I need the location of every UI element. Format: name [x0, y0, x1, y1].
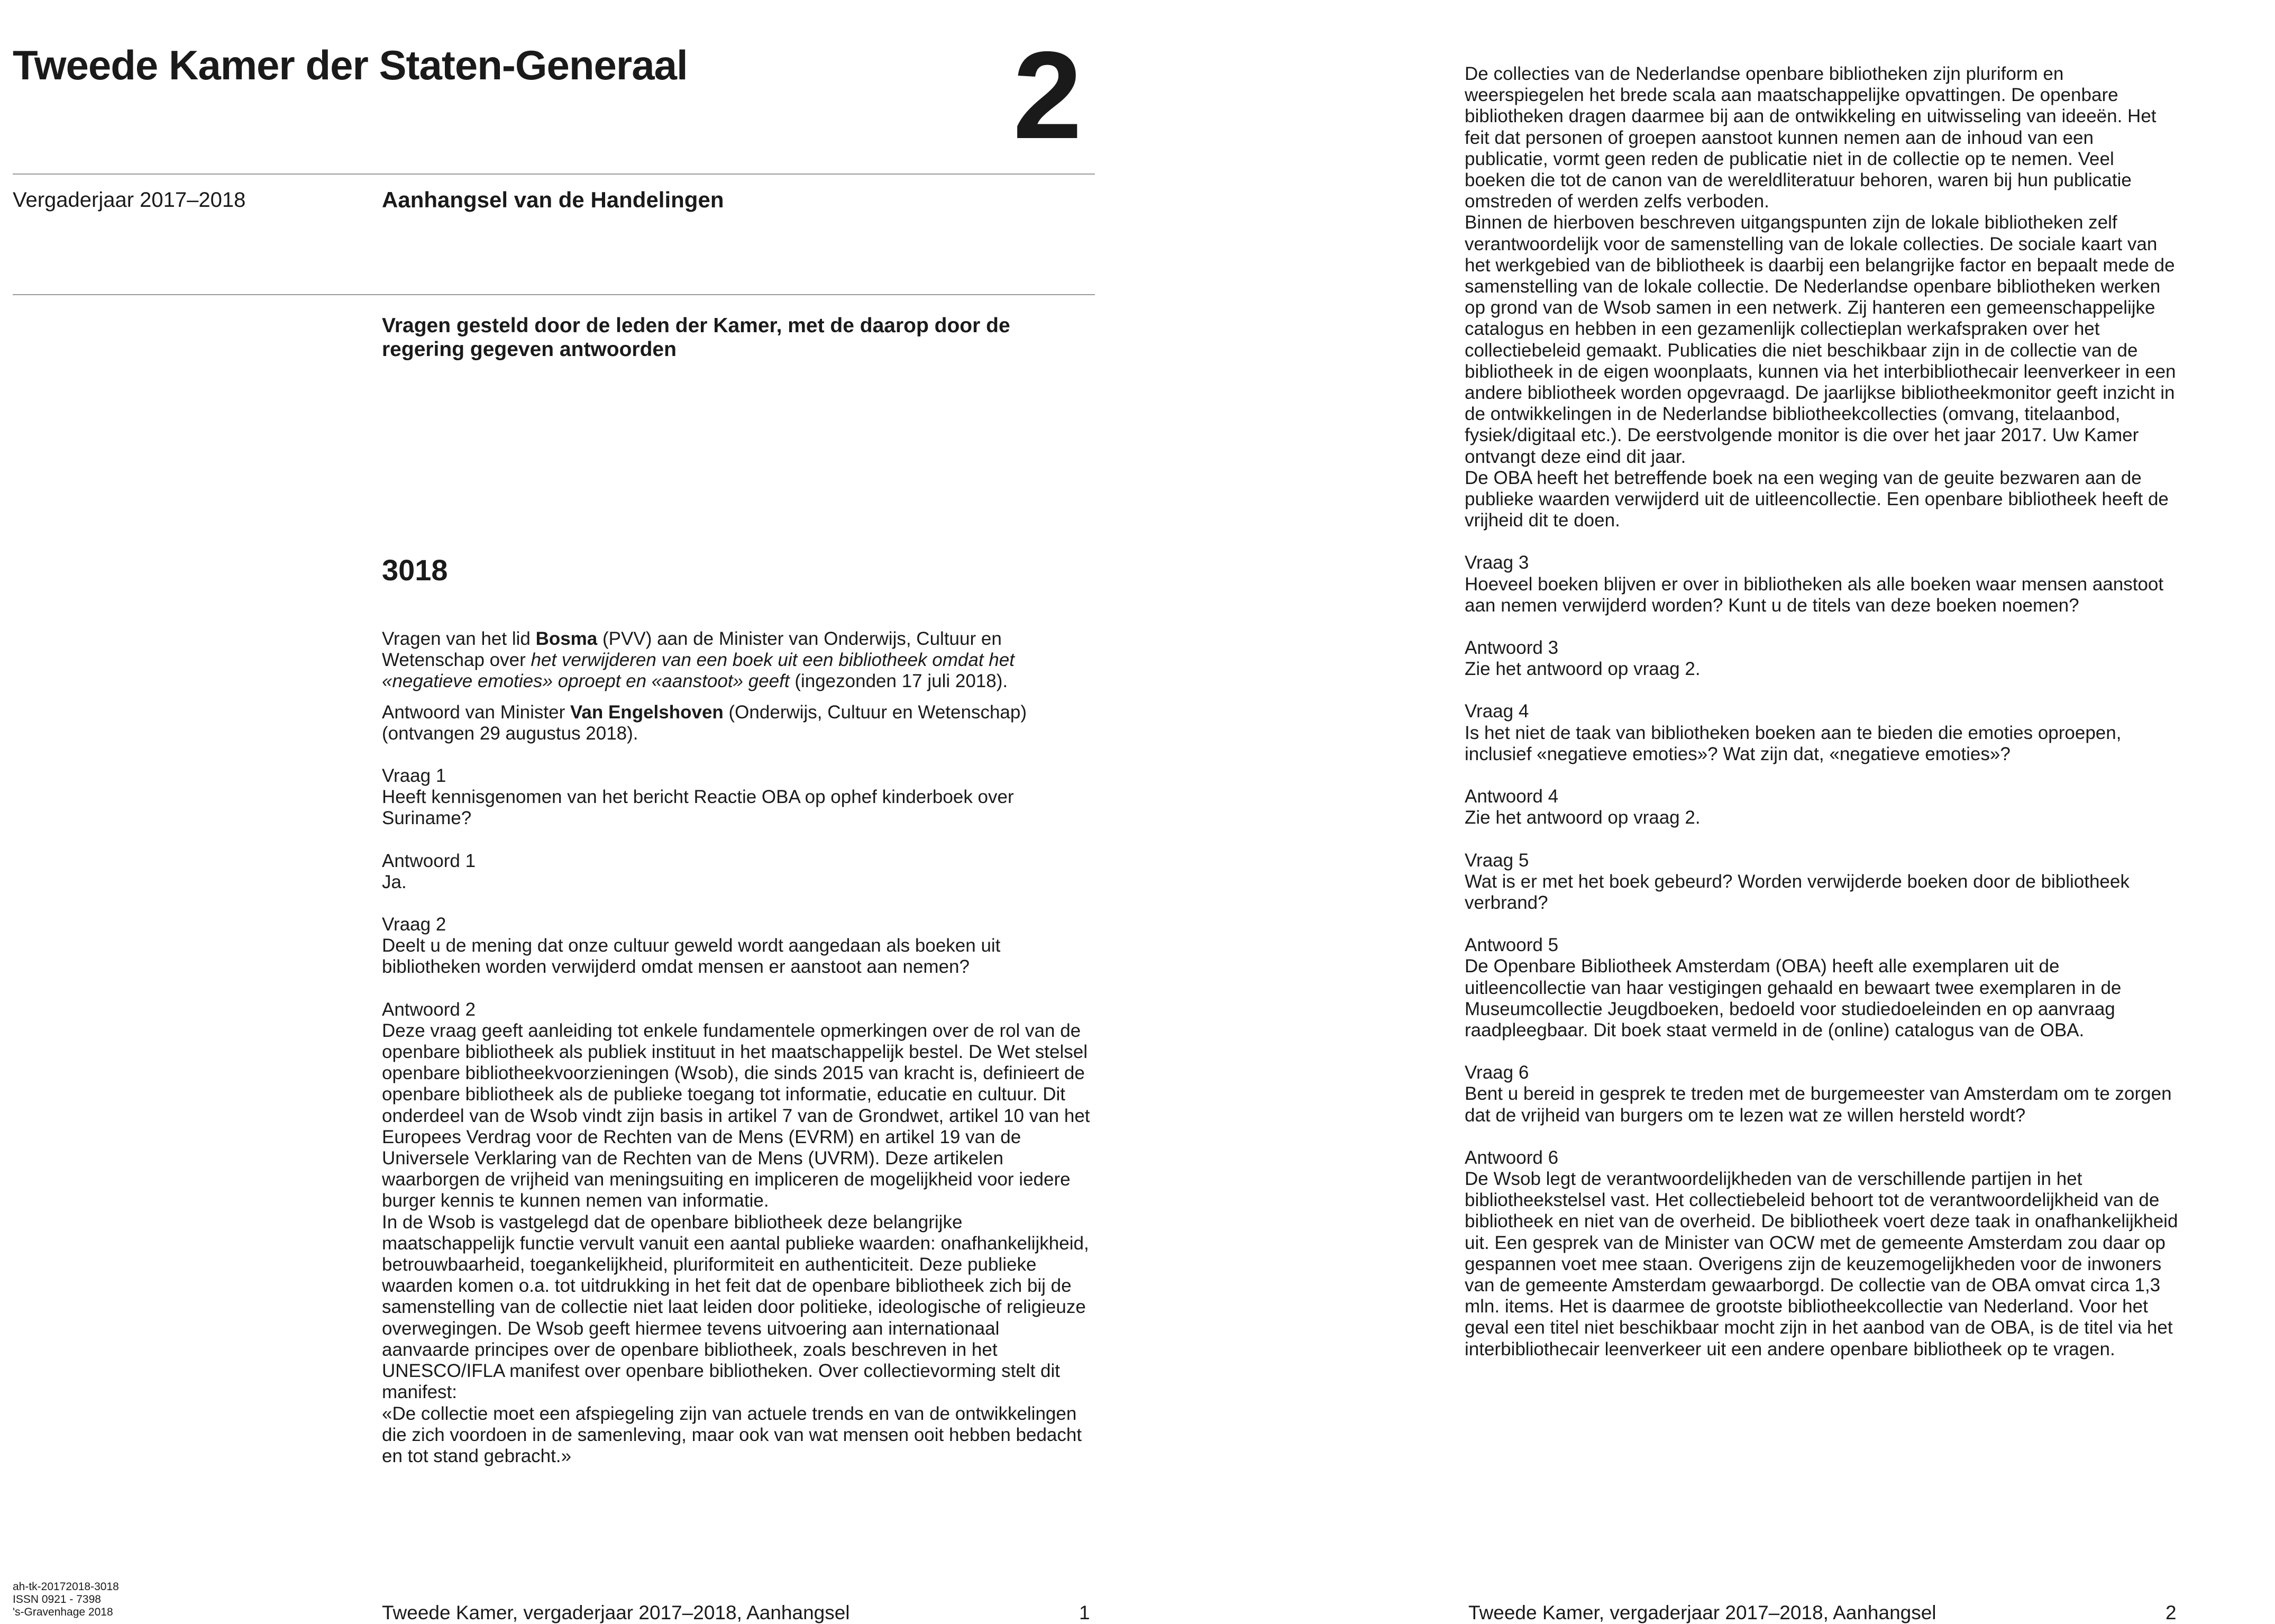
question-6-label: Vraag 6	[1465, 1062, 1529, 1083]
question-1-text: Heeft kennisgenomen van het bericht Reactie OBA op ophef kinderboek over Suriname?	[382, 787, 1014, 829]
answer-2-continued: De OBA heeft het betreffende boek na een weging van de geuite bezwaren aan de publieke waarden verwijderd uit de uitleencollectie. Een openbare bibliotheek heeft de vrijheid dit te doen.	[1465, 467, 2169, 531]
page-left	[0, 0, 1137, 1623]
imprint-issn: ISSN 0921 - 7398	[13, 1593, 101, 1605]
answer-2-label: Antwoord 2	[382, 999, 476, 1020]
page-footer: Tweede Kamer, vergaderjaar 2017–2018, Aanhangsel	[382, 1602, 850, 1623]
answer-4-text: Zie het antwoord op vraag 2.	[1465, 807, 1701, 828]
question-1-label: Vraag 1	[382, 765, 446, 787]
answer-5-label: Antwoord 5	[1465, 935, 1559, 956]
question-subject: het verwijderen van een boek uit een bibliotheek omdat het «negatieve emoties» oproept en «aanstoot» geeft	[382, 650, 1015, 692]
question-4-label: Vraag 4	[1465, 701, 1529, 722]
question-5-label: Vraag 5	[1465, 850, 1529, 871]
manifest-quote: «De collectie moet een afspiegeling zijn van actuele trends en van de ontwikkelingen die zich voordoen in de samenleving, maar ook van wat mensen ooit hebben bedacht en tot stand gebracht.»	[382, 1403, 1082, 1466]
answer-1-text: Ja.	[382, 871, 407, 892]
page-number: 1	[1079, 1602, 1090, 1623]
question-3-label: Vraag 3	[1465, 552, 1529, 573]
answer-2-continued: De collecties van de Nederlandse openbare bibliotheken zijn pluriform en weerspiegelen het brede scala aan maatschappelijke opvattingen. De openbare bibliotheken dragen daarmee bij aan de ontwikkeling en uitwisseling van ideeën. Het feit dat personen of groepen aanstoot kunnen nemen aan de inhoud van een publicatie, vormt geen reden de publicatie niet in de collectie op te nemen. Veel boeken die tot de canon van de wereldliteratuur behoren, waren bij hun publicatie omstreden of werden zelfs verboden.	[1465, 63, 2157, 212]
imprint-place: 's-Gravenhage 2018	[13, 1606, 113, 1618]
answer-6-text: De Wsob legt de verantwoordelijkheden van de verschillende partijen in het bibliotheekstelsel vast. Het collectiebeleid behoort tot de verantwoordelijkheid van de bibliotheek en niet van de overheid. De bibliotheek voert deze taak in onafhankelijkheid uit. Een gesprek van de Minister van OCW met de gemeente Amsterdam zou daar op gespannen voet mee staan. Overigens zijn de keuzemogelijkheden voor de inwoners van de gemeente Amsterdam gewaarborgd. De collectie van de OBA omvat circa 1,3 mln. items. Het is daarmee de grootste bibliotheekcollectie van Nederland. Voor het geval een titel niet beschikbaar mocht zijn in het aanbod van de OBA, is de titel via het interbibliothecair leenverkeer uit een andere openbare bibliotheek op te vragen.	[1465, 1168, 2178, 1360]
answer-2-paragraph: Deze vraag geeft aanleiding tot enkele fundamentele opmerkingen over de rol van de openbare bibliotheek als publiek instituut in het maatschappelijk bestel. De Wet stelsel openbare bibliotheekvoorzieningen (Wsob), die sinds 2015 van kracht is, definieert de openbare bibliotheek als de publieke toegang tot informatie, educatie en cultuur. Dit onderdeel van de Wsob vindt zijn basis in artikel 7 van de Grondwet, artikel 10 van het Europees Verdrag voor de Rechten van de Mens (EVRM) en artikel 19 van de Universele Verklaring van de Rechten van de Mens (UVRM). Deze artikelen waarborgen de vrijheid van meningsuiting en impliceren de mogelijkheid voor iedere burger kennis te kunnen nemen van informatie.	[382, 1020, 1090, 1211]
answer-6-label: Antwoord 6	[1465, 1147, 1559, 1168]
body-column-left	[382, 628, 1091, 1467]
question-3-text: Hoeveel boeken blijven er over in bibliotheken als alle boeken waar mensen aanstoot aan nemen verwijderd worden? Kunt u de titels van deze boeken noemen?	[1465, 573, 2164, 616]
document-subtitle: Aanhangsel van de Handelingen	[382, 187, 724, 212]
body-column-right	[1465, 63, 2179, 1360]
document-title: Tweede Kamer der Staten-Generaal	[13, 42, 688, 88]
session-year: Vergaderjaar 2017–2018	[13, 188, 246, 212]
divider-top	[13, 174, 1095, 175]
section-heading: Vragen gesteld door de leden der Kamer, met de daarop door de regering gegeven antwoorden	[382, 314, 1010, 361]
question-4-text: Is het niet de taak van bibliotheken boeken aan te bieden die emoties oproepen, inclusief «negatieve emoties»? Wat zijn dat, «negatieve emoties»?	[1465, 722, 2122, 764]
question-6-text: Bent u bereid in gesprek te treden met de burgemeester van Amsterdam om te zorgen dat de vrijheid van burgers om te lezen wat ze willen hersteld wordt?	[1465, 1083, 2172, 1126]
imprint-id: ah-tk-20172018-3018	[13, 1581, 119, 1593]
page-right	[1137, 0, 2275, 1623]
answer-1-label: Antwoord 1	[382, 850, 476, 871]
page-footer: Tweede Kamer, vergaderjaar 2017–2018, Aanhangsel	[1468, 1602, 1936, 1623]
page-number: 2	[2166, 1602, 2177, 1623]
question-5-text: Wat is er met het boek gebeurd? Worden verwijderde boeken door de bibliotheek verbrand?	[1465, 871, 2130, 913]
issue-number: 2	[1013, 25, 1080, 165]
answer-3-label: Antwoord 3	[1465, 637, 1559, 659]
answer-2-paragraph: In de Wsob is vastgelegd dat de openbare bibliotheek deze belangrijke maatschappelijk functie vervult vanuit een aantal publieke waarden: onafhankelijkheid, betrouwbaarheid, toegankelijkheid, pluriformiteit en authenticiteit. Deze publieke waarden komen o.a. tot uitdrukking in het feit dat de openbare bibliotheek zich bij de samenstelling van de collectie niet laat leiden door politieke, ideologische of religieuze overwegingen. De Wsob geeft hiermee tevens uitvoering aan internationaal aanvaarde principes over de openbare bibliotheek, zoals beschreven in het UNESCO/IFLA manifest over openbare bibliotheken. Over collectievorming stelt dit manifest:	[382, 1211, 1089, 1403]
questions-intro: Vragen van het lid Bosma (PVV) aan de Minister van Onderwijs, Cultuur en Wetenschap over het verwijderen van een boek uit een bibliotheek omdat het «negatieve emoties» oproept en «aanstoot» geeft (ingezonden 17 juli 2018).	[382, 628, 1015, 692]
member-name: Bosma	[535, 628, 598, 649]
answer-5-text: De Openbare Bibliotheek Amsterdam (OBA) heeft alle exemplaren uit de uitleencollectie van haar vestigingen gehaald en bewaart twee exemplaren in de Museumcollectie Jeugdboeken, bedoeld voor studiedoeleinden en op aanvraag raadpleegbaar. Dit boek staat vermeld in de (online) catalogus van de OBA.	[1465, 956, 2122, 1041]
question-2-text: Deelt u de mening dat onze cultuur geweld wordt aangedaan als boeken uit bibliotheken worden verwijderd omdat mensen er aanstoot aan nemen?	[382, 935, 1001, 978]
imprint	[13, 1581, 119, 1619]
answer-3-text: Zie het antwoord op vraag 2.	[1465, 659, 1701, 680]
document-number: 3018	[382, 553, 448, 587]
answer-intro: Antwoord van Minister Van Engelshoven (Onderwijs, Cultuur en Wetenschap) (ontvangen 29 augustus 2018).	[382, 701, 1027, 744]
question-2-label: Vraag 2	[382, 914, 446, 935]
answer-4-label: Antwoord 4	[1465, 786, 1559, 807]
minister-name: Van Engelshoven	[570, 701, 724, 723]
answer-2-continued: Binnen de hierboven beschreven uitgangspunten zijn de lokale bibliotheken zelf verantwoordelijk voor de samenstelling van de lokale collecties. De sociale kaart van het werkgebied van de bibliotheek is daarbij een belangrijke factor en bepaalt mede de samenstelling van de lokale collectie. De Nederlandse openbare bibliotheken werken op grond van de Wsob samen in een netwerk. Zij hanteren een gemeenschappelijke catalogus en hebben in een gezamenlijk collectieplan werkafspraken over het collectiebeleid gemaakt. Publicaties die niet beschikbaar zijn in de collectie van de bibliotheek in de eigen woonplaats, kunnen via het interbibliothecair leenverkeer in een andere bibliotheek worden opgevraagd. De jaarlijkse bibliotheekmonitor geeft inzicht in de ontwikkelingen in de Nederlandse bibliotheekcollecties (omvang, titelaanbod, fysiek/digitaal etc.). De eerstvolgende monitor is die over het jaar 2017. Uw Kamer ontvangt deze eind dit jaar.	[1465, 212, 2176, 467]
divider-middle	[13, 294, 1095, 295]
